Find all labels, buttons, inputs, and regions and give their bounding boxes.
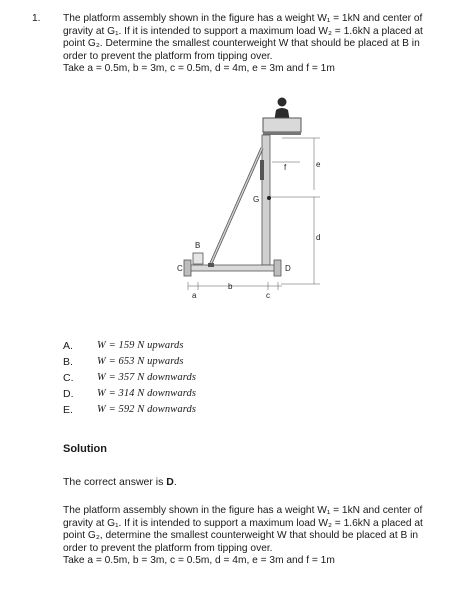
option-letter: C. [63,372,74,384]
question-line-1: The platform assembly shown in the figure has a weight W₁ = 1kN and center of [63,13,423,24]
answer-suffix: . [173,476,177,488]
question-line-5: Take a = 0.5m, b = 3m, c = 0.5m, d = 4m, e = 3m and f = 1m [63,63,335,75]
option-letter: D. [63,388,74,400]
option-letter: E. [63,404,73,416]
question-number: 1. [32,13,41,24]
platform-figure [150,90,340,315]
question-line-4: order to prevent the platform from tipping over. [63,50,273,62]
label-d: d [316,233,321,242]
mast [262,135,270,265]
answer-prefix: The correct answer is [63,476,167,488]
solution-line-4: order to prevent the platform from tipping over. [63,542,273,554]
solution-line-1: The platform assembly shown in the figure has a weight W₁ = 1kN and center of [63,505,423,516]
wheel-C [184,260,191,276]
label-e: e [316,160,321,169]
person-head [278,98,287,107]
label-c: c [266,291,270,300]
option-value: W = 357 N downwards [97,372,197,383]
top-platform [263,118,301,132]
answer-letter: D [166,476,174,488]
option-value: W = 592 N downwards [97,404,197,415]
option-letter: B. [63,356,73,368]
label-f: f [284,163,287,172]
question-line-2: gravity at G₁. If it is intended to support a maximum load W₂ = 1.6kN a placed at [63,25,423,37]
solution-line-5: Take a = 0.5m, b = 3m, c = 0.5m, d = 4m, e = 3m and f = 1m [63,555,335,567]
base-beam [190,265,276,271]
option-letter: A. [63,340,73,352]
question-line-3: point G₂. Determine the smallest counterweight W that should be placed at B in [63,38,420,50]
label-B: B [195,241,201,250]
wheel-D [274,260,281,276]
solution-text [63,505,463,568]
option-value: W = 159 N upwards [97,340,184,351]
option-value: W = 653 N upwards [97,356,184,367]
label-C: C [177,264,183,273]
counterweight-B [193,253,203,264]
answer-line [63,476,177,488]
solution-line-2: gravity at G₁. If it is intended to support a maximum load W₂ = 1.6kN a placed at [63,517,423,529]
option-value: W = 314 N downwards [97,388,197,399]
label-D: D [285,264,291,273]
question-text [63,13,463,76]
solution-line-3: point G₂, determine the smallest counterweight W that should be placed at B in [63,530,419,542]
solution-heading: Solution [63,443,107,455]
label-G: G [253,195,260,204]
label-a: a [192,291,197,300]
label-b: b [228,282,233,291]
